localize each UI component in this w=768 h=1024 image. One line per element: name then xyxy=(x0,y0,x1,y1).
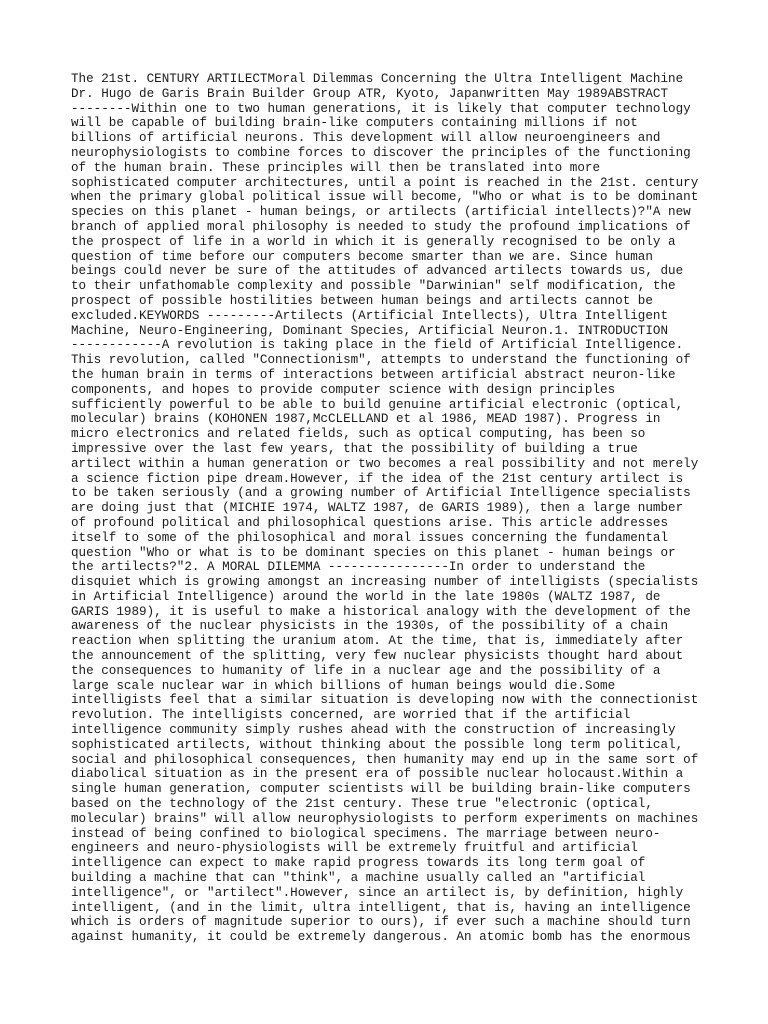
document-line: components, and hopes to provide computer science with design principles xyxy=(71,382,616,397)
document-line: question of time before our computers become smarter than we are. Since human xyxy=(71,249,653,264)
document-line: in Artificial Intelligence) around the world in the late 1980s (WALTZ 1987, de xyxy=(71,589,661,604)
document-line: large scale nuclear war in which billions of human beings would die.Some xyxy=(71,678,616,693)
document-line: based on the technology of the 21st century. These true "electronic (optical, xyxy=(71,797,653,812)
document-line: prospect of possible hostilities between human beings and artilects cannot be xyxy=(71,293,653,308)
document-line: of profound political and philosophical questions arise. This article addresses xyxy=(71,515,669,530)
document-line: building a machine that can "think", a machine usually called an "artificial xyxy=(71,871,646,886)
document-line: molecular) brains (KOHONEN 1987,McCLELLAND et al 1986, MEAD 1987). Progress in xyxy=(71,412,661,427)
document-line: branch of applied moral philosophy is needed to study the profound implications of xyxy=(71,219,691,234)
document-line: when the primary global political issue will become, "Who or what is to be dominant xyxy=(71,190,699,205)
document-line: awareness of the nuclear physicists in the 1930s, of the possibility of a chain xyxy=(71,619,669,634)
document-line: revolution. The intelligists concerned, are worried that if the artificial xyxy=(71,708,631,723)
document-line: --------Within one to two human generations, it is likely that computer technology xyxy=(71,101,691,116)
document-line: intelligent, (and in the limit, ultra intelligent, that is, having an intelligence xyxy=(71,900,691,915)
document-line: which is orders of magnitude superior to ours), if ever such a machine should turn xyxy=(71,915,691,930)
document-line: against humanity, it could be extremely dangerous. An atomic bomb has the enormous xyxy=(71,930,691,945)
document-line: This revolution, called "Connectionism", attempts to understand the functioning of xyxy=(71,353,691,368)
document-line: the announcement of the splitting, very few nuclear physicists thought hard about xyxy=(71,649,684,664)
document-line: the artilects?"2. A MORAL DILEMMA ----------------In order to understand the xyxy=(71,560,646,575)
document-line: diabolical situation as in the present era of possible nuclear holocaust.Within a xyxy=(71,767,684,782)
document-line: are doing just that (MICHIE 1974, WALTZ 1987, de GARIS 1989), then a large number xyxy=(71,501,684,516)
document-line: impressive over the last few years, that the possibility of building a true xyxy=(71,441,638,456)
document-line: sufficiently powerful to be able to build genuine artificial electronic (optical, xyxy=(71,397,684,412)
document-line: intelligence community simply rushes ahead with the construction of increasingly xyxy=(71,723,676,738)
document-line: engineers and neuro-physiologists will be extremely fruitful and artificial xyxy=(71,841,638,856)
document-line: artilect within a human generation or two becomes a real possibility and not merely xyxy=(71,456,699,471)
document-line: of the human brain. These principles will then be translated into more xyxy=(71,160,601,175)
document-line: excluded.KEYWORDS ---------Artilects (Artificial Intellects), Ultra Intelligent xyxy=(71,308,669,323)
document-line: the human brain in terms of interactions between artificial abstract neuron-like xyxy=(71,367,676,382)
document-line: a science fiction pipe dream.However, if the idea of the 21st century artilect is xyxy=(71,471,684,486)
document-line: reaction when splitting the uranium atom. At the time, that is, immediately after xyxy=(71,634,684,649)
document-line: The 21st. CENTURY ARTILECTMoral Dilemmas Concerning the Ultra Intelligent Machine xyxy=(71,72,684,86)
document-line: species on this planet - human beings, or artilects (artificial intellects)?"A new xyxy=(71,205,691,220)
document-line: the consequences to humanity of life in a nuclear age and the possibility of a xyxy=(71,663,661,678)
document-line: question "Who or what is to be dominant species on this planet - human beings or xyxy=(71,545,676,560)
document-line: ------------A revolution is taking place in the field of Artificial Intelligence. xyxy=(71,338,684,353)
document-line: intelligence", or "artilect".However, since an artilect is, by definition, highly xyxy=(71,885,684,900)
document-line: to their unfathomable complexity and possible "Darwinian" self modification, the xyxy=(71,279,676,294)
document-line: to be taken seriously (and a growing number of Artificial Intelligence specialists xyxy=(71,486,691,501)
document-line: intelligence can expect to make rapid progress towards its long term goal of xyxy=(71,856,646,871)
document-line: will be capable of building brain-like computers containing millions if not xyxy=(71,116,638,131)
document-line: billions of artificial neurons. This development will allow neuroengineers and xyxy=(71,131,661,146)
document-line: intelligists feel that a similar situation is developing now with the connectionist xyxy=(71,693,699,708)
document-line: the prospect of life in a world in which it is generally recognised to be only a xyxy=(71,234,676,249)
document-body xyxy=(71,72,711,945)
document-line: disquiet which is growing amongst an increasing number of intelligists (specialists xyxy=(71,575,699,590)
document-line: GARIS 1989), it is useful to make a historical analogy with the development of the xyxy=(71,604,691,619)
document-line: single human generation, computer scientists will be building brain-like computers xyxy=(71,782,691,797)
document-line: micro electronics and related fields, such as optical computing, has been so xyxy=(71,427,646,442)
document-line: Machine, Neuro-Engineering, Dominant Species, Artificial Neuron.1. INTRODUCTION xyxy=(71,323,669,338)
document-line: instead of being confined to biological specimens. The marriage between neuro- xyxy=(71,826,661,841)
document-line: itself to some of the philosophical and moral issues concerning the fundamental xyxy=(71,530,669,545)
document-line: Dr. Hugo de Garis Brain Builder Group ATR, Kyoto, Japanwritten May 1989ABSTRACT xyxy=(71,86,669,101)
document-line: molecular) brains" will allow neurophysiologists to perform experiments on machines xyxy=(71,811,699,826)
document-line: sophisticated artilects, without thinking about the possible long term political, xyxy=(71,737,684,752)
document-line: beings could never be sure of the attitudes of advanced artilects towards us, due xyxy=(71,264,684,279)
document-line: sophisticated computer architectures, until a point is reached in the 21st. century xyxy=(71,175,699,190)
document-line: social and philosophical consequences, then humanity may end up in the same sort of xyxy=(71,752,699,767)
document-line: neurophysiologists to combine forces to discover the principles of the functioning xyxy=(71,145,691,160)
